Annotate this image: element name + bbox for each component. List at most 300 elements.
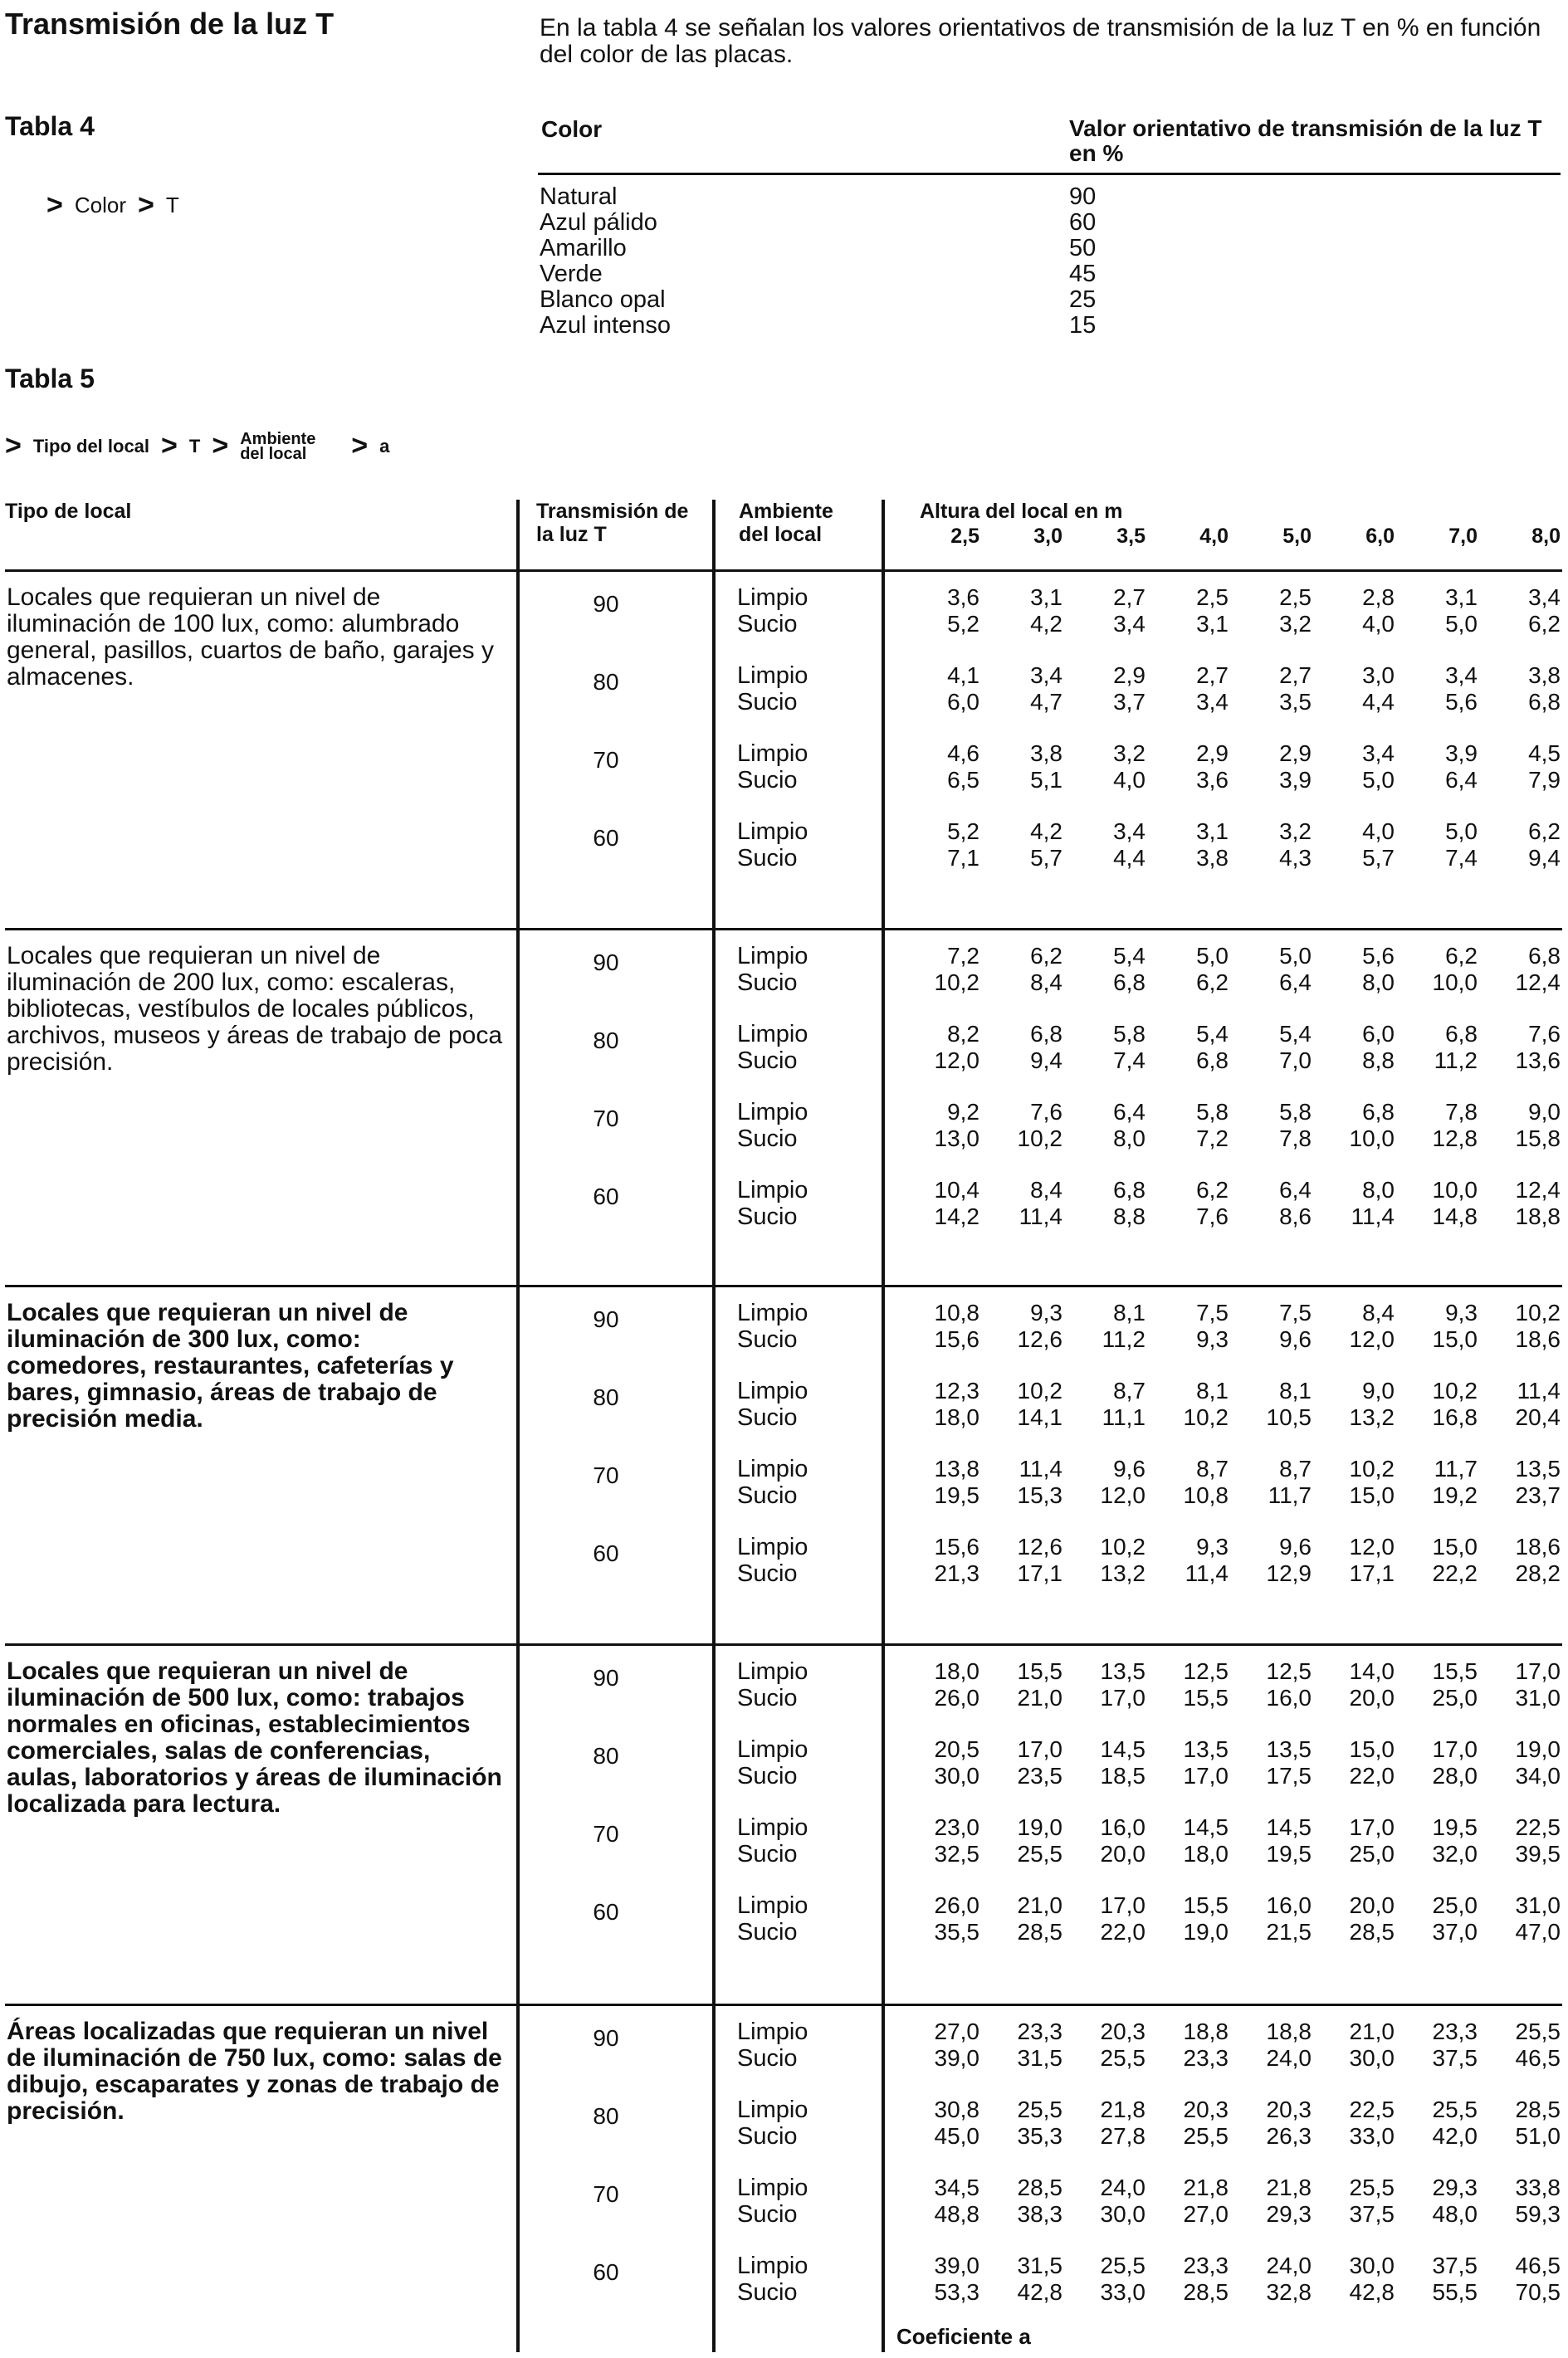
coefficient-cell: 4,7 <box>1030 689 1062 715</box>
coefficient-cell: 20,3 <box>1266 2097 1312 2122</box>
coefficient-cell: 18,8 <box>1515 1203 1561 1229</box>
coefficient-cell: 20,4 <box>1515 1404 1561 1430</box>
coefficient-cell: 4,2 <box>1030 818 1062 844</box>
coefficient-cell: 3,4 <box>1445 662 1478 688</box>
section-description: Locales que requieran un nivel de iluminación de 300 lux, como: comedores, restaurantes, cafeterías y bares, gimnasio, áreas de trabajo de precisión media. <box>7 1299 454 1433</box>
coefficient-cell: 48,0 <box>1432 2201 1478 2227</box>
coefficient-cell: 11,2 <box>1102 1326 1145 1352</box>
coefficient-cell: 6,4 <box>1279 1177 1312 1203</box>
coefficient-cell: 12,9 <box>1266 1560 1312 1586</box>
ambiente-limpio: Limpio <box>737 584 808 611</box>
coefficient-cell: 11,4 <box>1018 1456 1062 1482</box>
coefficient-cell: 18,6 <box>1515 1534 1561 1560</box>
coefficient-cell: 13,2 <box>1100 1560 1145 1586</box>
coefficient-cell: 14,5 <box>1100 1736 1145 1762</box>
coefficient-cell: 25,5 <box>1100 2253 1145 2278</box>
coefficient-cell: 17,1 <box>1017 1560 1062 1586</box>
ambiente-labels <box>737 943 808 996</box>
coefficient-label: Coeficiente a <box>896 2324 1031 2349</box>
coefficient-cell: 8,1 <box>1113 1300 1145 1325</box>
coefficient-cell: 19,0 <box>1017 1814 1062 1840</box>
ambiente-sucio: Sucio <box>737 1203 798 1230</box>
coefficient-cell: 27,0 <box>934 2019 979 2044</box>
coefficient-cell: 9,6 <box>1279 1534 1312 1560</box>
color-name: Azul intenso <box>540 312 671 339</box>
ambiente-limpio: Limpio <box>737 943 808 969</box>
coefficient-values <box>896 818 1561 871</box>
coefficient-cell: 15,0 <box>1432 1326 1478 1352</box>
coefficient-cell: 13,5 <box>1183 1736 1229 1762</box>
coefficient-cell: 21,0 <box>1017 1685 1062 1711</box>
chevron-right-icon: > <box>5 430 22 461</box>
ambiente-sucio: Sucio <box>737 1763 798 1789</box>
flow-item-t: T <box>165 193 179 217</box>
coefficient-cell: 9,4 <box>1528 845 1561 871</box>
table5-label: Tabla 5 <box>5 364 95 393</box>
ambiente-labels <box>737 1892 808 1945</box>
coefficient-cell: 7,0 <box>1279 1047 1312 1073</box>
coefficient-cell: 22,2 <box>1432 1560 1478 1586</box>
ambiente-labels <box>737 818 808 871</box>
coefficient-cell: 10,0 <box>1432 969 1478 995</box>
coefficient-cell: 5,1 <box>1030 767 1062 793</box>
coefficient-cell: 21,8 <box>1266 2175 1312 2200</box>
ambiente-labels <box>737 1099 808 1152</box>
coefficient-cell: 13,6 <box>1515 1047 1561 1073</box>
transmission-value: 50 <box>1069 235 1097 261</box>
coefficient-cell: 8,0 <box>1362 1177 1395 1203</box>
coefficient-cell: 7,6 <box>1528 1021 1561 1047</box>
coefficient-cell: 10,2 <box>1017 1378 1062 1404</box>
table-row <box>896 2045 1561 2072</box>
table-row <box>896 1534 1561 1560</box>
coefficient-cell: 30,0 <box>934 1763 979 1789</box>
table-row <box>896 2253 1561 2279</box>
ambiente-limpio: Limpio <box>737 2097 808 2123</box>
transmission-group <box>0 1658 1568 1736</box>
transmission-value: 90 <box>593 2025 619 2051</box>
ambiente-sucio: Sucio <box>737 1125 798 1152</box>
coefficient-cell: 5,4 <box>1196 1021 1229 1047</box>
coefficient-cell: 6,2 <box>1196 1177 1229 1203</box>
coefficient-cell: 28,2 <box>1515 1560 1561 1586</box>
transmission-group <box>0 1378 1568 1456</box>
coefficient-cell: 25,5 <box>1515 2019 1561 2044</box>
coefficient-cell: 14,5 <box>1183 1814 1229 1840</box>
coefficient-cell: 19,5 <box>934 1482 979 1508</box>
coefficient-cell: 3,8 <box>1528 662 1561 688</box>
coefficient-cell: 29,3 <box>1266 2201 1312 2227</box>
coefficient-cell: 2,5 <box>1279 584 1312 610</box>
table-row <box>896 1404 1561 1431</box>
transmission-value: 80 <box>593 1028 619 1053</box>
ambiente-sucio: Sucio <box>737 1919 798 1945</box>
transmission-value: 70 <box>593 747 619 773</box>
table-row <box>896 2019 1561 2045</box>
table-row <box>896 1560 1561 1587</box>
coefficient-cell: 14,0 <box>1349 1658 1395 1684</box>
coefficient-cell: 4,0 <box>1362 818 1395 844</box>
coefficient-cell: 24,0 <box>1100 2175 1145 2200</box>
coefficient-cell: 3,1 <box>1196 611 1229 637</box>
ambiente-sucio: Sucio <box>737 767 798 793</box>
section-heading: Transmisión de la luz T <box>5 7 335 41</box>
coefficient-cell: 16,8 <box>1432 1404 1478 1430</box>
coefficient-cell: 2,9 <box>1279 740 1312 766</box>
coefficient-cell: 31,0 <box>1515 1892 1561 1918</box>
coefficient-cell: 12,6 <box>1017 1326 1062 1352</box>
coefficient-cell: 2,8 <box>1362 584 1395 610</box>
coefficient-cell: 33,0 <box>1100 2279 1145 2305</box>
ambiente-labels <box>737 1021 808 1074</box>
coefficient-cell: 3,4 <box>1113 818 1145 844</box>
coefficient-cell: 23,3 <box>1183 2045 1229 2071</box>
coefficient-cell: 5,4 <box>1279 1021 1312 1047</box>
transmission-group <box>0 1814 1568 1892</box>
coefficient-cell: 7,1 <box>947 845 979 871</box>
coefficient-cell: 12,5 <box>1183 1658 1229 1684</box>
coefficient-cell: 17,0 <box>1432 1736 1478 1762</box>
coefficient-cell: 8,0 <box>1113 1125 1145 1151</box>
coefficient-cell: 3,4 <box>1362 740 1395 766</box>
coefficient-cell: 15,0 <box>1432 1534 1478 1560</box>
height-label: 3,5 <box>1116 525 1145 548</box>
coefficient-cell: 31,0 <box>1515 1685 1561 1711</box>
coefficient-cell: 42,0 <box>1432 2123 1478 2149</box>
height-label: 4,0 <box>1199 525 1229 548</box>
ambiente-labels <box>737 740 808 793</box>
transmission-group <box>0 1300 1568 1378</box>
coefficient-cell: 3,8 <box>1030 740 1062 766</box>
coefficient-values <box>896 2175 1561 2228</box>
transmission-group <box>0 662 1568 740</box>
coefficient-cell: 15,6 <box>934 1326 979 1352</box>
table-row <box>896 1326 1561 1353</box>
ambiente-sucio: Sucio <box>737 1047 798 1074</box>
ambiente-labels <box>737 1736 808 1789</box>
transmission-value: 60 <box>1069 209 1097 236</box>
coefficient-cell: 6,8 <box>1528 689 1561 715</box>
ambiente-limpio: Limpio <box>737 740 808 767</box>
coefficient-cell: 35,3 <box>1017 2123 1062 2149</box>
coefficient-cell: 3,1 <box>1196 818 1229 844</box>
coefficient-cell: 11,7 <box>1434 1456 1478 1482</box>
coefficient-cell: 22,0 <box>1100 1919 1145 1945</box>
coefficient-cell: 25,0 <box>1349 1841 1395 1867</box>
section-divider <box>5 1643 1562 1646</box>
flow-item-ambiente: Ambiente del local <box>240 429 316 463</box>
ambiente-limpio: Limpio <box>737 2019 808 2045</box>
coefficient-cell: 55,5 <box>1432 2279 1478 2305</box>
coefficient-cell: 3,2 <box>1113 740 1145 766</box>
ambiente-limpio: Limpio <box>737 1456 808 1482</box>
table5-flow <box>5 430 389 462</box>
ambiente-labels <box>737 2175 808 2228</box>
coefficient-cell: 11,2 <box>1434 1047 1478 1073</box>
table-row <box>896 969 1561 996</box>
coefficient-cell: 26,3 <box>1266 2123 1312 2149</box>
transmission-group <box>0 818 1568 896</box>
color-name: Verde <box>540 261 603 287</box>
coefficient-cell: 23,5 <box>1017 1763 1062 1789</box>
coefficient-cell: 13,2 <box>1349 1404 1395 1430</box>
table-row <box>896 1456 1561 1482</box>
coefficient-cell: 20,0 <box>1349 1892 1395 1918</box>
transmission-group <box>0 1534 1568 1612</box>
transmission-value: 60 <box>593 2259 619 2285</box>
coefficient-cell: 3,7 <box>1113 689 1145 715</box>
coefficient-cell: 15,8 <box>1515 1125 1561 1151</box>
coefficient-cell: 4,0 <box>1362 611 1395 637</box>
coefficient-values <box>896 1892 1561 1945</box>
coefficient-cell: 2,9 <box>1196 740 1229 766</box>
table-row <box>896 1203 1561 1230</box>
coefficient-cell: 13,8 <box>934 1456 979 1482</box>
ambiente-labels <box>737 1456 808 1509</box>
coefficient-cell: 11,1 <box>1102 1404 1145 1430</box>
coefficient-cell: 18,0 <box>1183 1841 1229 1867</box>
coefficient-cell: 28,5 <box>1515 2097 1561 2122</box>
coefficient-cell: 12,0 <box>1349 1534 1395 1560</box>
coefficient-cell: 19,2 <box>1432 1482 1478 1508</box>
coefficient-cell: 8,4 <box>1362 1300 1395 1325</box>
coefficient-cell: 10,0 <box>1432 1177 1478 1203</box>
coefficient-values <box>896 740 1561 793</box>
coefficient-cell: 6,4 <box>1113 1099 1145 1125</box>
table5-header-trans: Transmisión de la luz T <box>536 500 689 546</box>
ambiente-limpio: Limpio <box>737 1736 808 1763</box>
coefficient-cell: 28,5 <box>1183 2279 1229 2305</box>
coefficient-cell: 12,0 <box>934 1047 979 1073</box>
coefficient-cell: 18,8 <box>1266 2019 1312 2044</box>
coefficient-cell: 21,3 <box>934 1560 979 1586</box>
transmission-value: 60 <box>593 1899 619 1925</box>
coefficient-cell: 15,5 <box>1183 1892 1229 1918</box>
coefficient-cell: 6,8 <box>1445 1021 1478 1047</box>
coefficient-cell: 9,3 <box>1030 1300 1062 1325</box>
ambiente-sucio: Sucio <box>737 1326 798 1353</box>
table-row <box>896 1736 1561 1763</box>
ambiente-limpio: Limpio <box>737 1099 808 1125</box>
coefficient-cell: 7,5 <box>1279 1300 1312 1325</box>
section-divider <box>5 2004 1562 2006</box>
coefficient-cell: 4,3 <box>1279 845 1312 871</box>
coefficient-cell: 51,0 <box>1515 2123 1561 2149</box>
coefficient-cell: 3,4 <box>1030 662 1062 688</box>
ambiente-sucio: Sucio <box>737 845 798 871</box>
ambiente-limpio: Limpio <box>737 1534 808 1560</box>
coefficient-cell: 10,2 <box>1183 1404 1229 1430</box>
coefficient-cell: 38,3 <box>1017 2201 1062 2227</box>
coefficient-cell: 23,7 <box>1515 1482 1561 1508</box>
coefficient-cell: 10,8 <box>1183 1482 1229 1508</box>
coefficient-cell: 25,5 <box>1100 2045 1145 2071</box>
ambiente-sucio: Sucio <box>737 2201 798 2228</box>
table-row <box>896 818 1561 845</box>
coefficient-cell: 7,9 <box>1528 767 1561 793</box>
coefficient-cell: 10,0 <box>1349 1125 1395 1151</box>
table-row <box>896 1125 1561 1152</box>
flow-item-tipo: Tipo del local <box>32 435 150 456</box>
coefficient-cell: 20,5 <box>934 1736 979 1762</box>
coefficient-cell: 9,4 <box>1030 1047 1062 1073</box>
ambiente-limpio: Limpio <box>737 1814 808 1841</box>
ambiente-limpio: Limpio <box>737 1658 808 1685</box>
transmission-value: 60 <box>593 825 619 851</box>
coefficient-cell: 19,5 <box>1432 1814 1478 1840</box>
transmission-group <box>0 2175 1568 2253</box>
coefficient-cell: 6,2 <box>1445 943 1478 969</box>
coefficient-cell: 2,7 <box>1196 662 1229 688</box>
intro-paragraph: En la tabla 4 se señalan los valores orientativos de transmisión de la luz T en % en función del color de las placas. <box>540 14 1541 68</box>
coefficient-cell: 48,8 <box>934 2201 979 2227</box>
height-label: 6,0 <box>1365 525 1395 548</box>
coefficient-cell: 9,6 <box>1279 1326 1312 1352</box>
coefficient-cell: 22,5 <box>1515 1814 1561 1840</box>
coefficient-cell: 12,4 <box>1515 1177 1561 1203</box>
coefficient-cell: 20,0 <box>1349 1685 1395 1711</box>
coefficient-cell: 4,2 <box>1030 611 1062 637</box>
transmission-value: 70 <box>593 2181 619 2207</box>
coefficient-cell: 19,5 <box>1266 1841 1312 1867</box>
coefficient-cell: 10,2 <box>1432 1378 1478 1404</box>
coefficient-cell: 39,0 <box>934 2045 979 2071</box>
ambiente-labels <box>737 2253 808 2306</box>
coefficient-cell: 9,6 <box>1113 1456 1145 1482</box>
coefficient-cell: 6,8 <box>1113 1177 1145 1203</box>
coefficient-cell: 11,4 <box>1351 1203 1395 1229</box>
coefficient-cell: 37,5 <box>1432 2045 1478 2071</box>
coefficient-cell: 8,4 <box>1030 969 1062 995</box>
transmission-value: 25 <box>1069 286 1097 313</box>
table-row <box>896 2123 1561 2150</box>
coefficient-cell: 4,4 <box>1113 845 1145 871</box>
table4-header-value: Valor orientativo de transmisión de la luz T en % <box>1069 115 1542 166</box>
coefficient-cell: 13,5 <box>1266 1736 1312 1762</box>
coefficient-cell: 4,6 <box>947 740 979 766</box>
coefficient-cell: 45,0 <box>934 2123 979 2149</box>
coefficient-cell: 39,5 <box>1515 1841 1561 1867</box>
table-row <box>896 611 1561 637</box>
table-row <box>896 2097 1561 2123</box>
coefficient-values <box>896 1099 1561 1152</box>
coefficient-values <box>896 1021 1561 1074</box>
coefficient-cell: 6,8 <box>1030 1021 1062 1047</box>
ambiente-labels <box>737 1534 808 1587</box>
coefficient-values <box>896 1814 1561 1867</box>
transmission-group <box>0 943 1568 1021</box>
table-row <box>896 1482 1561 1509</box>
coefficient-cell: 10,2 <box>1017 1125 1062 1151</box>
coefficient-cell: 5,0 <box>1445 611 1478 637</box>
coefficient-cell: 3,9 <box>1279 767 1312 793</box>
coefficient-cell: 31,5 <box>1017 2253 1062 2278</box>
coefficient-cell: 25,5 <box>1349 2175 1395 2200</box>
table-row <box>540 210 1370 236</box>
table4-label: Tabla 4 <box>5 111 95 141</box>
chevron-right-icon: > <box>161 430 178 461</box>
table5-header-altura: Altura del local en m <box>920 500 1123 523</box>
coefficient-cell: 10,5 <box>1266 1404 1312 1430</box>
coefficient-cell: 17,1 <box>1349 1560 1395 1586</box>
coefficient-cell: 12,0 <box>1100 1482 1145 1508</box>
coefficient-cell: 25,5 <box>1017 1841 1062 1867</box>
coefficient-cell: 26,0 <box>934 1892 979 1918</box>
coefficient-cell: 8,7 <box>1279 1456 1312 1482</box>
table-row <box>540 184 1370 210</box>
coefficient-cell: 5,7 <box>1362 845 1395 871</box>
coefficient-cell: 17,0 <box>1100 1685 1145 1711</box>
coefficient-cell: 5,2 <box>947 611 979 637</box>
table-row <box>896 1047 1561 1074</box>
coefficient-cell: 2,9 <box>1113 662 1145 688</box>
ambiente-sucio: Sucio <box>737 1841 798 1867</box>
coefficient-cell: 4,4 <box>1362 689 1395 715</box>
coefficient-values <box>896 2019 1561 2072</box>
table5-header-tipo: Tipo de local <box>5 500 132 523</box>
coefficient-cell: 10,4 <box>934 1177 979 1203</box>
coefficient-cell: 6,8 <box>1113 969 1145 995</box>
ambiente-sucio: Sucio <box>737 1482 798 1509</box>
coefficient-values <box>896 1658 1561 1711</box>
coefficient-cell: 10,2 <box>1349 1456 1395 1482</box>
transmission-group <box>0 584 1568 662</box>
ambiente-labels <box>737 1378 808 1431</box>
coefficient-cell: 5,8 <box>1279 1099 1312 1125</box>
ambiente-sucio: Sucio <box>737 2045 798 2072</box>
transmission-group <box>0 2019 1568 2097</box>
flow-item-t: T <box>188 435 201 456</box>
coefficient-cell: 3,6 <box>947 584 979 610</box>
coefficient-cell: 5,0 <box>1196 943 1229 969</box>
coefficient-cell: 17,0 <box>1349 1814 1395 1840</box>
coefficient-cell: 25,0 <box>1432 1892 1478 1918</box>
coefficient-cell: 18,8 <box>1183 2019 1229 2044</box>
coefficient-cell: 8,7 <box>1196 1456 1229 1482</box>
coefficient-cell: 23,0 <box>934 1814 979 1840</box>
coefficient-cell: 3,5 <box>1279 689 1312 715</box>
transmission-value: 70 <box>593 1462 619 1488</box>
chevron-right-icon: > <box>46 189 63 221</box>
coefficient-cell: 3,4 <box>1528 584 1561 610</box>
ambiente-sucio: Sucio <box>737 1404 798 1431</box>
coefficient-cell: 18,0 <box>934 1658 979 1684</box>
table-row <box>896 662 1561 689</box>
coefficient-cell: 7,8 <box>1279 1125 1312 1151</box>
flow-item-a: a <box>379 435 390 456</box>
coefficient-cell: 20,3 <box>1183 2097 1229 2122</box>
coefficient-cell: 14,8 <box>1432 1203 1478 1229</box>
coefficient-cell: 9,0 <box>1362 1378 1395 1404</box>
section-divider <box>5 928 1562 930</box>
table-row <box>896 1021 1561 1047</box>
coefficient-cell: 3,2 <box>1279 818 1312 844</box>
ambiente-limpio: Limpio <box>737 662 808 689</box>
ambiente-labels <box>737 1300 808 1353</box>
coefficient-cell: 11,4 <box>1018 1203 1062 1229</box>
transmission-group <box>0 1021 1568 1099</box>
coefficient-cell: 46,5 <box>1515 2253 1561 2278</box>
transmission-value: 90 <box>593 1306 619 1332</box>
coefficient-cell: 27,0 <box>1183 2201 1229 2227</box>
coefficient-cell: 6,2 <box>1030 943 1062 969</box>
coefficient-cell: 22,5 <box>1349 2097 1395 2122</box>
coefficient-cell: 27,8 <box>1100 2123 1145 2149</box>
coefficient-values <box>896 1456 1561 1509</box>
ambiente-sucio: Sucio <box>737 689 798 715</box>
table5-heights-row <box>896 525 1561 549</box>
coefficient-cell: 5,8 <box>1113 1021 1145 1047</box>
